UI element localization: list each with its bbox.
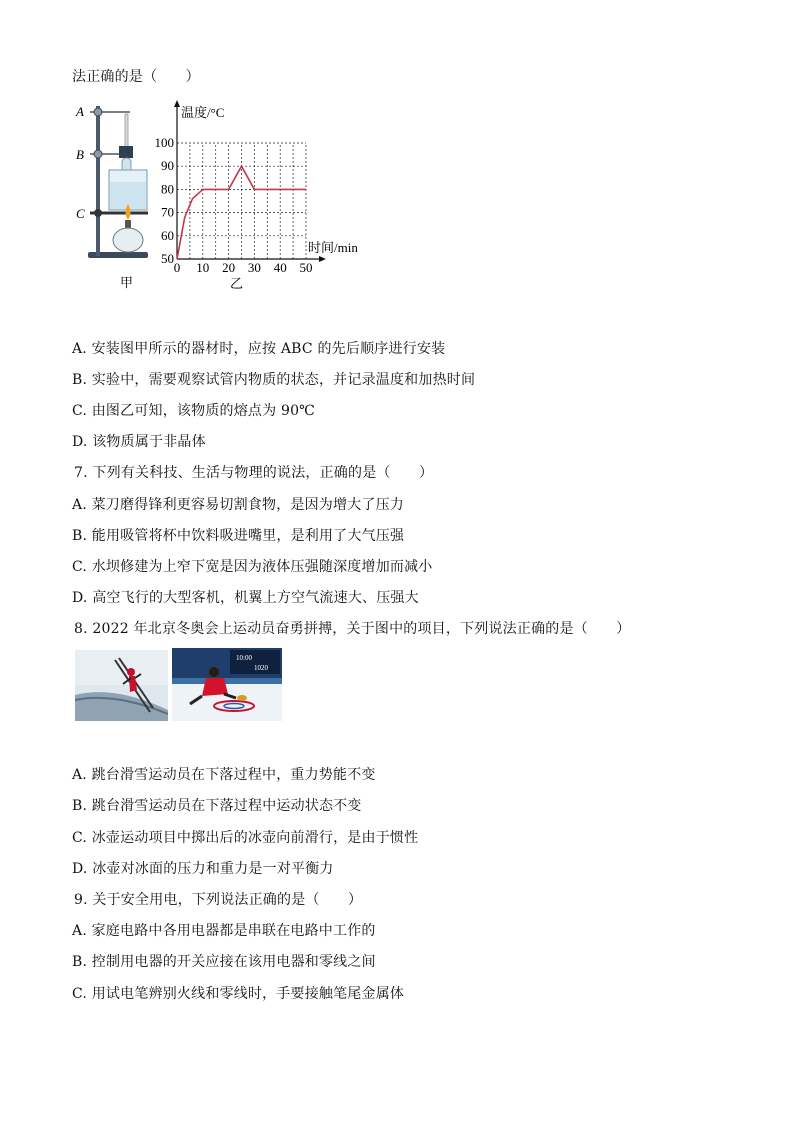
x-tick-label: 40 (273, 260, 287, 275)
q6-option-b: B. 实验中，需要观察试管内物质的状态，并记录温度和加热时间 (72, 372, 476, 388)
q8-option-a: A. 跳台滑雪运动员在下落过程中，重力势能不变 (72, 767, 376, 783)
y-axis-arrow (174, 100, 180, 107)
q9-option-b: B. 控制用电器的开关应接在该用电器和零线之间 (72, 954, 376, 970)
alcohol-lamp (113, 228, 143, 252)
q8-option-b: B. 跳台滑雪运动员在下落过程中运动状态不变 (72, 798, 362, 814)
clamp-a (94, 108, 102, 116)
y-tick-label: 100 (154, 135, 174, 150)
q7-option-a: A. 菜刀磨得锋利更容易切割食物，是因为增大了压力 (72, 497, 405, 513)
q7-option-c: C. 水坝修建为上窄下宽是因为液体压强随深度增加而减小 (72, 559, 433, 575)
q8-option-d: D. 冰壶对冰面的压力和重力是一对平衡力 (72, 861, 334, 877)
x-tick-label: 50 (299, 260, 313, 275)
stand-rod (96, 106, 100, 256)
x-tick-label: 0 (173, 260, 181, 275)
q7-stem: 7. 下列有关科技、生活与物理的说法，正确的是（ ） (74, 465, 434, 481)
temperature-chart (150, 96, 380, 296)
caption-jia: 甲 (120, 275, 134, 290)
q9-option-a: A. 家庭电路中各用电器都是串联在电路中工作的 (72, 923, 376, 939)
clamp-c (94, 209, 102, 217)
tube-holder (119, 146, 133, 158)
y-tick-label: 70 (161, 204, 174, 220)
athlete-head (209, 667, 219, 677)
y-tick-label: 50 (161, 251, 174, 266)
chart-svg (150, 96, 380, 296)
q7-option-b: B. 能用吸管将杯中饮料吸进嘴里，是利用了大气压强 (72, 528, 405, 544)
q6-option-c: C. 由图乙可知，该物质的熔点为 90℃ (72, 403, 316, 419)
label-a: A (76, 104, 84, 119)
label-b: B (76, 147, 84, 162)
q7-option-d: D. 高空飞行的大型客机，机翼上方空气流速大、压强大 (72, 590, 419, 606)
q8-stem: 8. 2022 年北京冬奥会上运动员奋勇拼搏，关于图中的项目，下列说法正确的是（ ） (74, 621, 631, 637)
q8-option-c: C. 冰壶运动项目中掷出后的冰壶向前滑行，是由于惯性 (72, 830, 419, 846)
athlete-body (202, 678, 228, 696)
x-axis-label: 时间/min (308, 240, 358, 255)
label-c: C (76, 206, 85, 221)
x-tick-label: 10 (196, 260, 210, 275)
curling-stone (237, 695, 247, 701)
y-axis-label: 温度/°C (181, 105, 225, 120)
x-axis-arrow (319, 256, 326, 262)
ski-jump-photo (75, 650, 168, 721)
q6-option-d: D. 该物质属于非晶体 (72, 434, 206, 450)
skier-helmet (127, 668, 135, 676)
y-tick-label: 60 (161, 227, 174, 243)
scoreboard-time: 10:00 (236, 654, 252, 662)
x-tick-label: 20 (222, 260, 236, 275)
caption-yi: 乙 (230, 276, 244, 291)
y-tick-label: 80 (161, 181, 174, 197)
y-tick-label: 90 (161, 158, 174, 174)
scoreboard-score: 1020 (254, 664, 268, 672)
q9-stem: 9. 关于安全用电，下列说法正确的是（ ） (74, 892, 363, 908)
q6-stem: 法正确的是（ ） (72, 69, 200, 85)
chart-grid (177, 143, 306, 259)
q9-option-c: C. 用试电笔辨别火线和零线时，手要接触笔尾金属体 (72, 986, 405, 1002)
clamp-b (94, 150, 102, 158)
q6-option-a: A. 安装图甲所示的器材时，应按 ABC 的先后顺序进行安装 (72, 341, 446, 357)
x-tick-label: 30 (247, 260, 261, 275)
curling-photo (172, 648, 282, 721)
